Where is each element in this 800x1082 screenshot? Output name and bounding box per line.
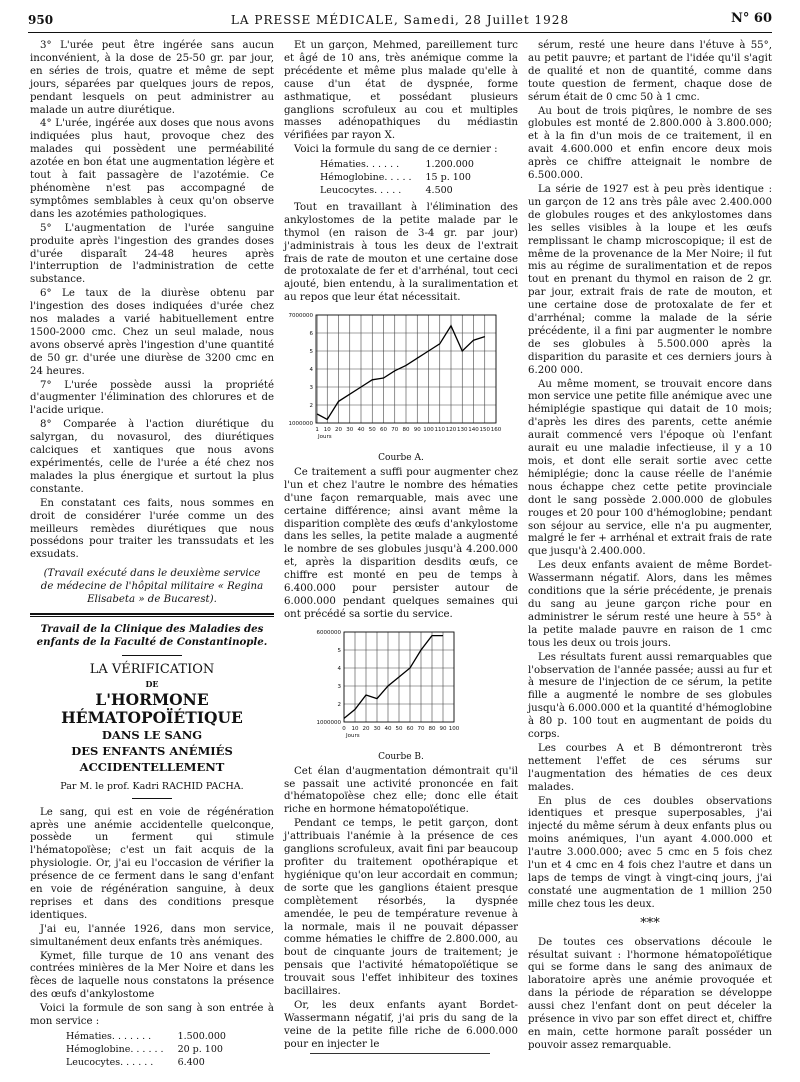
section-stars: *** (640, 915, 660, 931)
table-row: Hémoglobine. . . . . 15 p. 100 (320, 172, 471, 184)
article-title-line: DES ENFANTS ANÉMIÉS ACCIDENTELLEMENT (71, 743, 233, 774)
section-divider (30, 613, 274, 617)
paragraph: Le sang, qui est en voie de régénération après une anémie accidentelle quelconque, possède un ferment qui stimule l'hématopoïèse; c'est un fait acquis de la physiologie. Or, j'ai eu l'occasion de vérifier la présence de ce ferment dans le sang d'enfant en voie de régénération sanguine, à deux reprises et dans des conditions presque identiques. (30, 806, 274, 921)
chart-a-caption: Courbe A. (378, 453, 424, 464)
y-tick-label: 1000000 (316, 719, 341, 726)
x-tick-label: 60 (380, 427, 387, 434)
paragraph: sérum, resté une heure dans l'étuve à 55°, au petit pauvre; et partant de l'idée qu'il s'agit de qualité et non de quantité, comme dans toute question de ferment, chaque dose de sérum était de 0 cmc 50 à 1 cmc. (528, 40, 772, 103)
x-tick-label: 30 (346, 427, 354, 434)
page-header (28, 10, 772, 33)
column-2 (284, 40, 518, 1053)
y-tick-label: 2 (309, 403, 313, 410)
x-tick-label: 40 (357, 427, 365, 434)
paragraph: Kymet, fille turque de 10 ans venant des contrées minières de la Mer Noire et dans les fèces de laquelle nous constatons la présence des œufs d'ankylostome (30, 950, 274, 1001)
x-tick-label: 110 (434, 427, 445, 434)
paragraph: Au bout de trois piqûres, le nombre de ses globules est monté de 2.800.000 à 3.800.000; et à la fin d'un mois de ce traitement, il en avait 4.600.000 et enfin encore deux mois après ce chiffre atteignait le nombre de 6.500.000. (528, 105, 772, 182)
x-tick-label: 80 (402, 427, 410, 434)
paragraph: Voici la formule de son sang à son entrée à mon service : (30, 1003, 274, 1028)
x-tick-label: 50 (368, 427, 376, 434)
y-tick-label: 5 (309, 349, 313, 356)
chart-a-svg (284, 307, 518, 447)
paragraph: La série de 1927 est à peu près identique : un garçon de 12 ans très pâle avec 2.400.000 de globules rouges et des ankylostomes dans les selles visibles à la loupe et les œufs remplissant le champ microscopique; il est de même de la provenance de la Mer Noire; il fut mis au régime de suralimentation et de repos tout en prenant du thymol en raison de 2 gr. par jour, extrait frais de rate de mouton, et une certaine dose de protoxalate de fer et d'arrhénal; comme la malade de la série précédente, il a fini par augmenter le nombre de ses globules à 5.500.000 après la disparition du parasite et ces derniers jours à 6.200 000. (528, 183, 772, 376)
paragraph: 3° L'urée peut être ingérée sans aucun inconvénient, à la dose de 25-50 gr. par jour, en séries de trois, quatre et même de sept jours, séparées par quelques jours de repos, pendant lesquels on peut administrer au malade un autre diurétique. (30, 40, 274, 116)
x-tick-label: 0 (342, 725, 346, 732)
y-tick-label: 3 (309, 385, 313, 392)
page-number: 950 (28, 13, 54, 27)
y-tick-label: 1000000 (288, 421, 313, 428)
paragraph: Tout en travaillant à l'élimination des ankylostomes de la petite malade par le thymol (en raison de 3-4 gr. par jour) j'administrais à tous les deux de l'extrait frais de rate de mouton et une certaine dose de protoxalate de fer et d'arrhénal, tout ceci ajouté, bien entendu, à la suralimentation et au repos que leur état nécessitait. (284, 201, 518, 304)
issue-number: N° 60 (731, 11, 772, 26)
x-tick-label: 10 (323, 427, 331, 434)
article-title-main: L'HORMONE HÉMATOPOÏÉTIQUE (61, 689, 243, 727)
x-tick-label: 1 (315, 427, 319, 434)
paragraph: Les courbes A et B démontreront très nettement l'effet de ces sérums sur l'augmentation des hématies de ces deux malades. (528, 742, 772, 793)
x-tick-label: 60 (406, 725, 414, 732)
y-tick-label: 4 (337, 665, 341, 672)
article-title-line: DE (145, 678, 159, 689)
chart-b (284, 624, 518, 764)
article-title-line: LA VÉRIFICATION (89, 661, 215, 677)
paragraph: Voici la formule du sang de ce dernier : (294, 144, 498, 156)
x-tick-label: 90 (413, 427, 421, 434)
chart-b-svg (284, 624, 518, 746)
paragraph: 5° L'augmentation de l'urée sanguine produite après l'ingestion des grandes doses d'urée disparaît 24-48 heures après l'interruption de l'administration de cette substance. (30, 222, 274, 286)
series-line (344, 635, 443, 718)
paragraph: Ce traitement a suffi pour augmenter chez l'un et chez l'autre le nombre des hématies d'une façon remarquable, mais avec une certaine différence; ainsi avant même la disparition complète des œufs d'ankylostome dans les selles, la petite malade a augmenté le nombre de ses globules jusqu'à 4.200.000 et, après la disparition desdits œufs, ce chiffre est monté en peu de temps à 6.400.000 pour persister autour de 6.000.000 pendant quelques semaines qui ont précédé sa sortie du service. (284, 466, 518, 620)
x-tick-label: 160 (490, 427, 502, 434)
table-row: Hématies. . . . . . . 1.500.000 (66, 1031, 226, 1042)
y-tick-label: 4 (309, 367, 313, 374)
x-tick-label: 20 (335, 427, 342, 434)
x-tick-label: 50 (395, 725, 403, 732)
x-tick-label: 140 (468, 427, 479, 434)
chart-b-caption: Courbe B. (378, 751, 424, 762)
paragraph: Et un garçon, Mehmed, pareillement turc et âgé de 10 ans, très anémique comme la précédente et même plus malade qu'elle à cause d'un état de dyspnée, forme asthmatique, et possédant plusieurs ganglions scrofuleux au cou et multiples masses adénopathiques du médiastin vérifiées par rayon X. (284, 40, 518, 142)
table-row: Hémoglobine. . . . . . 20 p. 100 (66, 1043, 223, 1055)
blood-formula-table (64, 1031, 228, 1070)
x-tick-label: 90 (439, 725, 447, 732)
chart-a (284, 307, 518, 465)
x-tick-label: 120 (445, 427, 457, 434)
x-tick-label: 70 (391, 427, 399, 434)
column-3 (528, 40, 772, 1054)
x-axis-label: Jours (346, 732, 360, 739)
article-title-line: DANS LE SANG (101, 727, 203, 742)
paragraph: 8° Comparée à l'action diurétique du salyrgan, du novasurol, des diurétiques calciques et xantiques que nous avons expérimentés, celle de l'urée a été chez nos malades la plus énergique et surtout la plus constante. (30, 419, 274, 495)
y-tick-label: 2 (337, 701, 341, 708)
y-tick-label: 3 (337, 683, 341, 690)
x-tick-label: 20 (362, 725, 370, 732)
x-axis-label: Jours (318, 434, 332, 441)
x-tick-label: 40 (384, 725, 392, 732)
x-tick-label: 30 (373, 725, 381, 732)
journal-title: LA PRESSE MÉDICALE, Samedi, 28 Juillet 1928 (230, 13, 570, 27)
paragraph: Les deux enfants avaient de même Bordet-Wassermann négatif. Alors, dans les mêmes conditions que la série précédente, je prenais du sang au jeune garçon riche pour en administrer le sérum resté une heure à 55° à la petite malade pauvre en raison de 1 cmc tous les deux ou trois jours. (528, 560, 772, 649)
x-tick-label: 100 (423, 427, 434, 434)
x-tick-label: 80 (428, 725, 436, 732)
x-tick-label: 130 (457, 427, 468, 434)
paragraph: Or, les deux enfants ayant Bordet-Wassermann négatif, j'ai pris du sang de la veine de la petite fille riche de 6.000.000 pour en injecter le (284, 999, 518, 1050)
x-tick-label: 100 (448, 725, 460, 732)
divider (132, 798, 172, 799)
paragraph: Cet élan d'augmentation démontrait qu'il se passait une activité prononcée en fait d'hématopoïèse chez elle; donc elle était riche en hormone hématopoïétique. (284, 765, 518, 816)
x-tick-label: 150 (479, 427, 490, 434)
paragraph: 4° L'urée, ingérée aux doses que nous avons indiquées plus haut, provoque chez des malades qui possèdent une perméabilité azotée en bon état une augmentation légère et tout à fait passagère de l'azotémie. Ce phénomène n'est pas accompagné de symptômes semblables à ceux qu'on observe dans les azotémies pathologiques. (30, 118, 274, 220)
y-tick-label: 7000000 (288, 313, 313, 320)
y-tick-label: 5 (337, 647, 341, 654)
blood-formula-table (318, 159, 476, 198)
paragraph: 6° Le taux de la diurèse obtenu par l'ingestion des doses indiquées d'urée chez nos malades a varié habituellement entre 1500-2000 cmc. Chez un seul malade, nous avons observé après l'ingestion d'une quantité de 50 gr. d'urée une diurèse de 3200 cmc en 24 heures. (30, 288, 274, 377)
author-note: (Travail exécuté dans le deuxième service de médecine de l'hôpital militaire « Regina Elisabeta » de Bucarest). (40, 568, 264, 606)
paragraph: Au même moment, se trouvait encore dans mon service une petite fille anémique avec une hémiplégie spastique qui datait de 10 mois; d'après les dires des parents, cette anémie aurait commencé vers l'époque où l'enfant aurait eu une maladie infectieuse, il y a 10 mois, et dont elle serait sortie avec cette hémiplégie; donc la cause réelle de l'anémie nous échappe chez cette petite provinciale dont le sang possède 2.000.000 de globules rouges et 20 pour 100 d'hémoglobine; pendant son séjour au service, elle n'a pu augmenter, malgré le fer + arrhénal et extrait frais de rate que jusqu'à 2.400.000. (528, 378, 772, 558)
x-tick-label: 70 (417, 725, 425, 732)
article-author: Par M. le prof. Kadri RACHID PACHA. (60, 780, 244, 792)
footer-rule (310, 1053, 490, 1054)
clinic-credit: Travail de la Clinique des Maladies des enfants de la Faculté de Constantinople. (36, 622, 268, 648)
paragraph: Pendant ce temps, le petit garçon, dont j'attribuais l'anémie à la présence de ces ganglions scrofuleux, avait fini par beaucoup profiter du traitement opothérapique et hygiénique qu'on leur accordait en commun; de sorte que les ganglions étaient presque complètement résorbés, la dyspnée amendée, le peu de température revenue à la normale, mais il ne pouvait dépasser comme hématies le chiffre de 2.800.000, au bout de cinquante jours de traitement; je pensais que l'activité hématopoïétique se trouvait sous l'effet inhibiteur des toxines bacillaires. (284, 818, 518, 998)
y-tick-label: 6 (309, 331, 313, 338)
table-row: Hématies. . . . . . 1.200.000 (320, 159, 474, 171)
series-line (317, 326, 485, 420)
table-row: Leucocytes. . . . . 4.500 (320, 184, 453, 196)
table-row: Leucocytes. . . . . . 6.400 (66, 1056, 205, 1068)
paragraph: En constatant ces faits, nous sommes en droit de considérer l'urée comme un des meilleurs remèdes diurétiques que nous possédons pour traiter les transsudats et les exsudats. (30, 497, 274, 561)
paragraph: J'ai eu, l'année 1926, dans mon service, simultanément deux enfants très anémiques. (30, 923, 274, 948)
paragraph: Les résultats furent aussi remarquables que l'observation de l'année passée; aussi au fur et à mesure de l'injection de ce sérum, la petite fille a augmenté le nombre de ses globules jusqu'à 6.000.000 et la quantité d'hémoglobine à 80 p. 100 tout en augmentant de poids du corps. (528, 651, 772, 741)
divider (122, 655, 182, 656)
paragraph: En plus de ces doubles observations identiques et presque superposables, j'ai injecté du même sérum à deux enfants plus ou moins anémiques, l'un ayant 4.000.000 et l'autre 3.000.000; avec 5 cmc en 5 fois chez l'un et 4 cmc en 4 fois chez l'autre et dans un laps de temps de vingt à vingt-cinq jours, j'ai constaté une augmentation de 1 million 250 mille chez tous les deux. (528, 795, 772, 910)
y-tick-label: 6000000 (316, 629, 341, 636)
column-1 (30, 40, 274, 1074)
paragraph: 7° L'urée possède aussi la propriété d'augmenter l'élimination des chlorures et de l'acide urique. (30, 379, 274, 417)
x-tick-label: 10 (351, 725, 359, 732)
paragraph: De toutes ces observations découle le résultat suivant : l'hormone hématopoïétique qui se forme dans le sang des animaux de laboratoire après une anémie provoquée et dans la période de réparation se développe aussi chez l'enfant dont on peut déceler la présence in vivo par son effet direct et, chiffre en main, cette hormone paraît posséder un pouvoir assez remarquable. (528, 936, 772, 1051)
